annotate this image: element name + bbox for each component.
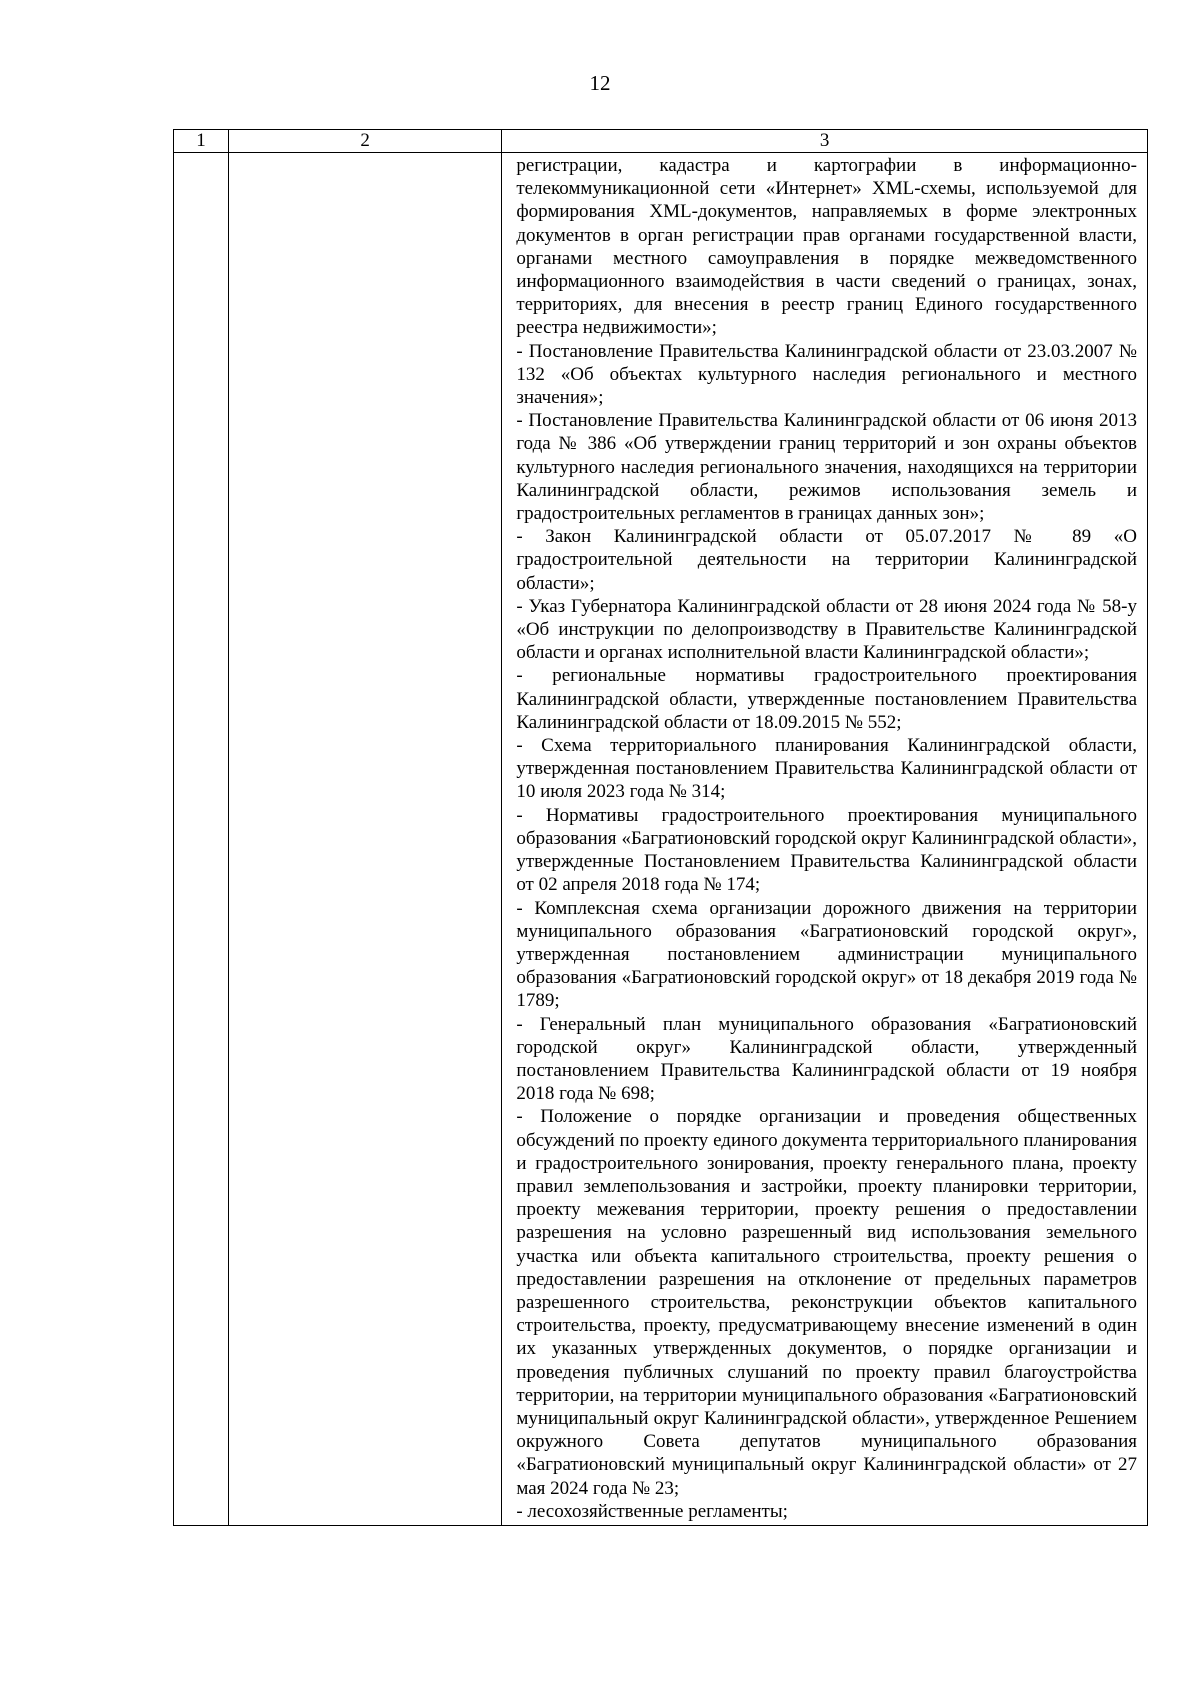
list-item: - Постановление Правительства Калининградской области от 23.03.2007 № 132 «Об объектах культурного наследия регионального и местного значения»;	[516, 340, 1137, 409]
list-item: - лесохозяйственные регламенты;	[516, 1500, 788, 1522]
list-item: - Комплексная схема организации дорожного движения на территории муниципального образования «Багратионовский городской округ», утвержденная постановлением администрации муниципального образования «Багратионовский городской округ» от 18 декабря 2019 года № 1789;	[516, 897, 1137, 1012]
list-item: - Нормативы градостроительного проектирования муниципального образования «Багратионовский городской округ Калининградской области», утвержденные Постановлением Правительства Калининградской области от 02 апреля 2018 года № 174;	[516, 804, 1137, 896]
column-1-header: 1	[174, 130, 229, 153]
column-2-cell	[229, 153, 502, 1526]
column-1-cell	[174, 153, 229, 1526]
column-3-header: 3	[502, 130, 1148, 153]
document-table	[173, 129, 1148, 1526]
list-item: - региональные нормативы градостроительного проектирования Калининградской области, утвержденные постановлением Правительства Калининградской области от 18.09.2015 № 552;	[516, 665, 1137, 733]
table-header-row	[174, 130, 1148, 153]
list-item: - Постановление Правительства Калининградской области от 06 июня 2013 года № 386 «Об утверждении границ территорий и зон охраны объектов культурного наследия регионального значения, находящихся на территории Калининградской области, режимов использования земель и градостроительных регламентов в границах данных зон»;	[516, 410, 1137, 525]
column-2-header: 2	[229, 130, 502, 153]
table-row	[174, 153, 1148, 1526]
list-item: - Схема территориального планирования Калининградской области, утвержденная постановлением Правительства Калининградской области от 10 июля 2023 года № 314;	[516, 735, 1137, 803]
page-number: 12	[589, 71, 611, 95]
list-item: - Положение о порядке организации и проведения общественных обсуждений по проекту единого документа территориального планирования и градостроительного зонирования, проекту генерального плана, проекту правил землепользования и застройки, проекту планировки территории, проекту межевания территории, проекту решения о предоставлении разрешения на условно разрешенный вид использования земельного участка или объекта капитального строительства, проекту решения о предоставлении разрешения на отклонение от предельных параметров разрешенного строительства, реконструкции объектов капитального строительства, проекту, предусматривающему внесение изменений в один их указанных утвержденных документов, о порядке организации и проведения публичных слушаний по проекту правил благоустройства территории, на территории муниципального образования «Багратионовский муниципальный округ Калининградской области», утвержденное Решением окружного Совета депутатов муниципального образования «Багратионовский муниципальный округ Калининградской области» от 27 мая 2024 года № 23;	[516, 1106, 1137, 1499]
list-item: - Закон Калининградской области от 05.07.2017 № 89 «О градостроительной деятельности на территории Калининградской области»;	[516, 526, 1137, 594]
legal-acts-list	[502, 153, 1147, 1525]
list-item: - Генеральный план муниципального образования «Багратионовский городской округ» Калининградской области, утвержденный постановлением Правительства Калининградской области от 19 ноября 2018 года № 698;	[516, 1013, 1137, 1105]
list-item: регистрации, кадастра и картографии в информационно-телекоммуникационной сети «Интернет» XML-схемы, используемой для формирования XML-документов, направляемых в форме электронных документов в орган регистрации прав органами государственной власти, органами местного самоуправления в порядке межведомственного информационного взаимодействия в части сведений о границах, зонах, территориях, для внесения в реестр границ Единого государственного реестра недвижимости»;	[516, 155, 1137, 339]
column-3-cell	[502, 153, 1148, 1526]
list-item: - Указ Губернатора Калининградской области от 28 июня 2024 года № 58-у «Об инструкции по делопроизводству в Правительстве Калининградской области и органах исполнительной власти Калининградской области»;	[516, 595, 1137, 664]
